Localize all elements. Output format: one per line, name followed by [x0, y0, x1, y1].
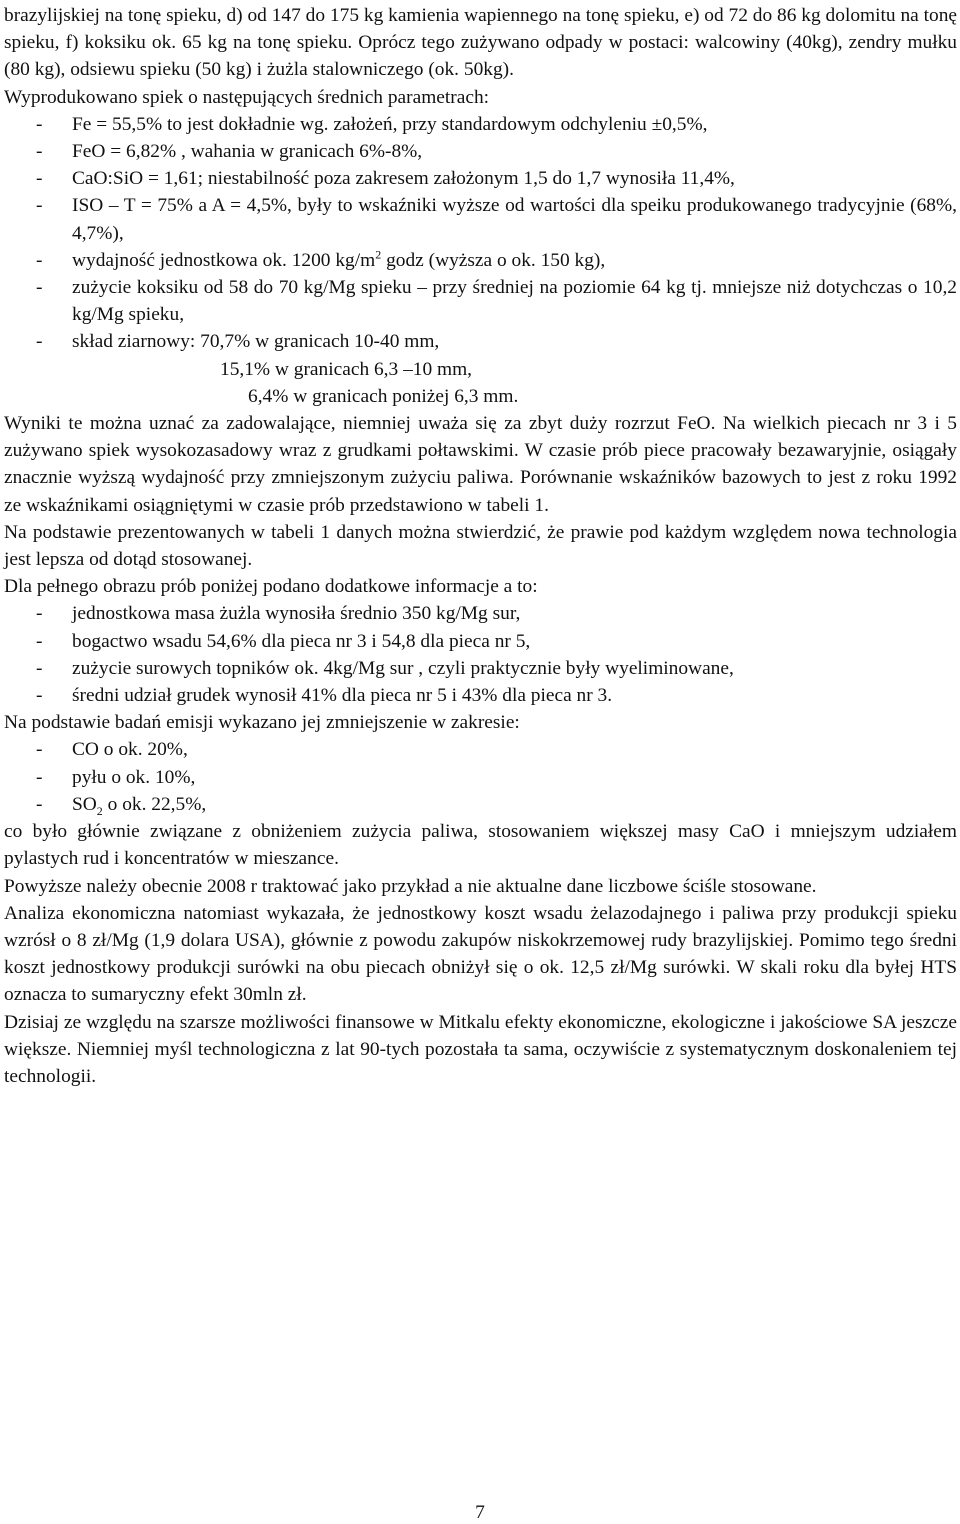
paragraph-emission-intro: Na podstawie badań emisji wykazano jej zmniejszenie w zakresie:	[4, 712, 520, 734]
list-item-slag: - jednostkowa masa żużla wynosiła średnio 350 kg/Mg sur,	[4, 600, 957, 627]
list-item-feo: - FeO = 6,82% , wahania w granicach 6%-8%,	[4, 138, 957, 165]
bullet-dash: -	[36, 630, 43, 652]
paragraph-today: Dzisiaj ze względu na szarsze możliwości finansowe w Mitkalu efekty ekonomiczne, ekologiczne i jakościowe SA jeszcze większe. Niemniej myśl technologiczna z lat 90-tych pozostała ta sama, oczywiście z systematycznym doskonaleniem tej technologii.	[4, 1011, 957, 1087]
list-item-co: - CO o ok. 20%,	[4, 736, 957, 763]
bullet-dash: -	[36, 277, 43, 299]
paragraph-note-2008: Powyższe należy obecnie 2008 r traktować jako przykład a nie aktualne dane liczbowe ściśle stosowane.	[4, 875, 817, 897]
paragraph-params-intro: Wyprodukowano spiek o następujących średnich parametrach:	[4, 86, 490, 108]
bullet-dash: -	[36, 195, 43, 217]
grain-line-2: 15,1% w granicach 6,3 –10 mm,	[220, 358, 473, 380]
bullet-dash: -	[36, 168, 43, 190]
paragraph-conclusion: Na podstawie prezentowanych w tabeli 1 danych można stwierdzić, że prawie pod każdym względem nowa technologia jest lepsza od dotąd stosowanej.	[4, 521, 957, 571]
list-item-iso: - ISO – T = 75% a A = 4,5%, były to wskaźniki wyższe od wartości dla speiku produkowanego tradycyjnie (68%, 4,7%),	[4, 192, 957, 246]
bullet-dash: -	[36, 657, 43, 679]
bullet-dash: -	[36, 141, 43, 163]
document-page	[4, 0, 957, 1090]
bullet-dash: -	[36, 113, 43, 135]
bullet-dash: -	[36, 331, 43, 353]
list-item-fluxes: - zużycie surowych topników ok. 4kg/Mg sur , czyli praktycznie były wyeliminowane,	[4, 655, 957, 682]
bullet-dash: -	[36, 766, 43, 788]
grain-line-3: 6,4% w granicach poniżej 6,3 mm.	[248, 385, 519, 407]
paragraph-emission-reason: co było głównie związane z obniżeniem zużycia paliwa, stosowaniem większej masy CaO i mniejszym udziałem pylastych rud i koncentratów w mieszance.	[4, 821, 957, 870]
paragraph-intro: brazylijskiej na tonę spieku, d) od 147 do 175 kg kamienia wapiennego na tonę spieku, e) od 72 do 86 kg dolomitu na tonę spieku, f) koksiku ok. 65 kg na tonę spieku. Oprócz tego zużywano odpady w postaci: walcowiny (40kg), zendry mułku (80 kg), odsiewu spieku (50 kg) i żużla stalowniczego (ok. 50kg).	[4, 5, 957, 81]
bullet-dash: -	[36, 249, 43, 271]
page-number: 7	[475, 1502, 485, 1523]
paragraph-results: Wyniki te można uznać za zadowalające, niemniej uważa się za zbyt duży rozrzut FeO. Na wielkich piecach nr 3 i 5 zużywano spiek wysokozasadowy wraz z grudkami połtawskimi. W czasie prób piece pracowały bezawaryjnie, osiągały znacznie wyższą wydajność przy zmniejszonym zużyciu paliwa. Porównanie wskaźników bazowych to jest z roku 1992 ze wskaźnikami osiągniętymi w czasie prób przedstawiono w tabeli 1.	[4, 413, 957, 516]
list-item-pellets: - średni udział grudek wynosił 41% dla pieca nr 5 i 43% dla pieca nr 3.	[4, 682, 957, 709]
list-item-so2: - $SO_2$ o ok. 22,5%,	[4, 791, 957, 818]
paragraph-economic: Analiza ekonomiczna natomiast wykazała, że jednostkowy koszt wsadu żelazodajnego i paliwa przy produkcji spieku wzrósł o 8 zł/Mg (1,9 dolara USA), głównie z powodu zakupów niskokrzemowej rudy brazylijskiej. Pomimo tego średni koszt jednostkowy produkcji surówki na obu piecach obniżył się o ok. 12,5 zł/Mg surówki. W skali roku dla byłej HTS oznacza to sumaryczny efekt 30mln zł.	[4, 902, 957, 1006]
list-item-fe: - Fe = 55,5% to jest dokładnie wg. założeń, przy standardowym odchyleniu ±0,5%,	[4, 111, 957, 138]
list-item-yield: - wydajność jednostkowa ok. 1200 $kg/m^2$ godz (wyższa o ok. 150 kg),	[4, 247, 957, 274]
paragraph-additional-intro: Dla pełnego obrazu prób poniżej podano dodatkowe informacje a to:	[4, 576, 538, 598]
bullet-dash: -	[36, 603, 43, 625]
bullet-dash: -	[36, 793, 43, 815]
list-item-grain: - skład ziarnowy: 70,7% w granicach 10-40 mm,	[4, 328, 957, 355]
list-item-basicity: - CaO:SiO = 1,61; niestabilność poza zakresem założonym 1,5 do 1,7 wynosiła 11,4%,	[4, 165, 957, 192]
bullet-dash: -	[36, 685, 43, 707]
list-item-dust: - pyłu o ok. 10%,	[4, 764, 957, 791]
list-item-coke: - zużycie koksiku od 58 do 70 kg/Mg spieku – przy średniej na poziomie 64 kg tj. mniejsze niż dotychczas o 10,2 kg/Mg spieku,	[4, 274, 957, 328]
bullet-dash: -	[36, 739, 43, 761]
list-item-burden: - bogactwo wsadu 54,6% dla pieca nr 3 i 54,8 dla pieca nr 5,	[4, 628, 957, 655]
